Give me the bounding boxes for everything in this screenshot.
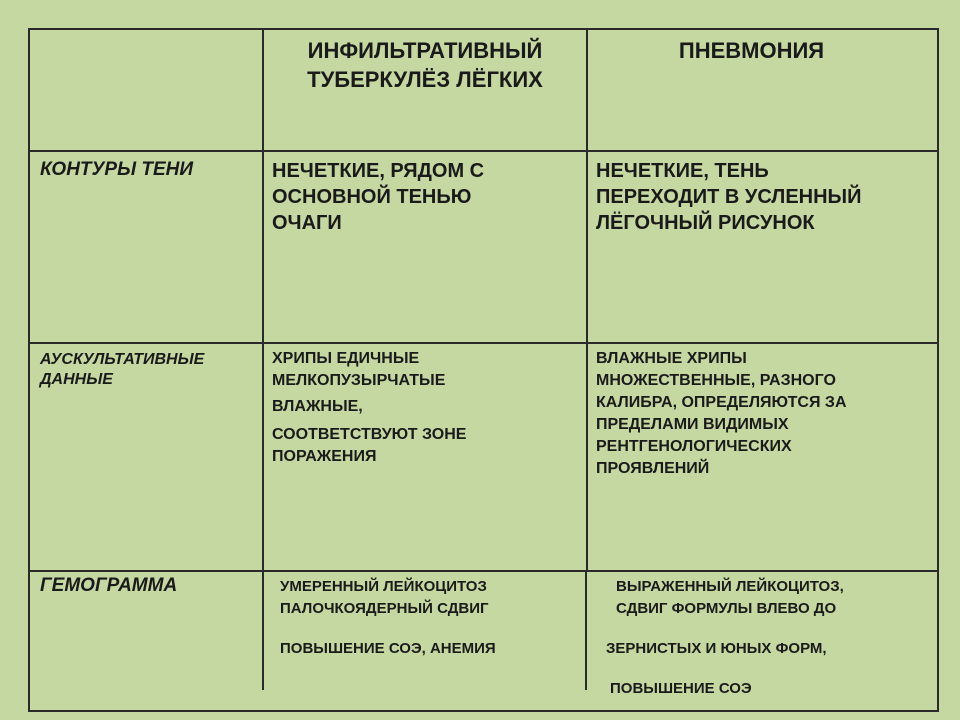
- table-col-divider-2: [586, 28, 588, 572]
- table-border-left: [28, 28, 30, 712]
- cell-line: КАЛИБРА, ОПРЕДЕЛЯЮТСЯ ЗА: [596, 394, 847, 411]
- header-pneumonia: [588, 36, 915, 65]
- cell-line: НЕЧЕТКИЕ, РЯДОМ С: [272, 160, 485, 182]
- cell-line: НЕЧЕТКИЕ, ТЕНЬ: [596, 160, 769, 182]
- cell-line: РЕНТГЕНОЛОГИЧЕСКИХ: [596, 438, 792, 455]
- cell-line: ПОВЫШЕНИЕ СОЭ: [610, 680, 752, 697]
- cell-line: ХРИПЫ ЕДИЧНЫЕ: [272, 350, 420, 367]
- cell-tuberculosis-hemogram: [280, 576, 584, 660]
- cell-tuberculosis-shadow-contours: [272, 158, 584, 236]
- cell-pneumonia-hemogram: [606, 576, 936, 700]
- cell-line: ОЧАГИ: [272, 212, 342, 234]
- table-border-bottom: [28, 710, 939, 712]
- cell-line: ПРОЯВЛЕНИЙ: [596, 460, 710, 477]
- table-row-divider-3: [28, 570, 939, 572]
- table-col-divider-1-lower: [262, 572, 264, 690]
- row-label-hemogram: [40, 574, 260, 598]
- row-label-shadow-contours-text: КОНТУРЫ ТЕНИ: [40, 159, 194, 180]
- row-label-shadow-contours: [40, 158, 260, 182]
- cell-pneumonia-auscultation: [596, 348, 936, 480]
- cell-line: МЕЛКОПУЗЫРЧАТЫЕ: [272, 372, 446, 389]
- cell-line: ПЕРЕХОДИТ В УСЛЕННЫЙ: [596, 186, 862, 208]
- row-label-auscultation: [40, 350, 260, 390]
- cell-line: ЗЕРНИСТЫХ И ЮНЫХ ФОРМ,: [606, 640, 827, 657]
- table-row-divider-2: [28, 342, 939, 344]
- cell-tuberculosis-auscultation: [272, 348, 584, 468]
- cell-line: МНОЖЕСТВЕННЫЕ, РАЗНОГО: [596, 372, 836, 389]
- cell-line: ОСНОВНОЙ ТЕНЬЮ: [272, 186, 472, 208]
- cell-line: ПОВЫШЕНИЕ СОЭ, АНЕМИЯ: [280, 640, 496, 657]
- cell-line: УМЕРЕННЫЙ ЛЕЙКОЦИТОЗ: [280, 578, 487, 595]
- header-tuberculosis-line-1: ИНФИЛЬТРАТИВНЫЙ: [307, 38, 543, 63]
- table-border-right: [937, 28, 939, 712]
- table-border-top: [28, 28, 939, 30]
- table-row-divider-1: [28, 150, 939, 152]
- header-tuberculosis: [264, 36, 586, 94]
- cell-line: ВЛАЖНЫЕ,: [272, 398, 363, 415]
- cell-line: ВЫРАЖЕННЫЙ ЛЕЙКОЦИТОЗ,: [616, 578, 844, 595]
- cell-pneumonia-shadow-contours: [596, 158, 936, 236]
- table-col-divider-1: [262, 28, 264, 572]
- table-col-divider-2-lower: [585, 572, 587, 690]
- cell-line: ПРЕДЕЛАМИ ВИДИМЫХ: [596, 416, 789, 433]
- cell-line: ПАЛОЧКОЯДЕРНЫЙ СДВИГ: [280, 600, 489, 617]
- cell-line: ЛЁГОЧНЫЙ РИСУНОК: [596, 212, 815, 234]
- header-pneumonia-label: ПНЕВМОНИЯ: [678, 38, 825, 63]
- row-label-auscultation-line-1: АУСКУЛЬТАТИВНЫЕ: [40, 351, 205, 368]
- cell-line: ПОРАЖЕНИЯ: [272, 448, 377, 465]
- cell-line: СООТВЕТСТВУЮТ ЗОНЕ: [272, 426, 467, 443]
- row-label-hemogram-text: ГЕМОГРАММА: [40, 575, 178, 596]
- row-label-auscultation-line-2: ДАННЫЕ: [40, 371, 113, 388]
- cell-line: ВЛАЖНЫЕ ХРИПЫ: [596, 350, 747, 367]
- header-tuberculosis-line-2: ТУБЕРКУЛЁЗ ЛЁГКИХ: [307, 67, 543, 92]
- cell-line: СДВИГ ФОРМУЛЫ ВЛЕВО ДО: [616, 600, 837, 617]
